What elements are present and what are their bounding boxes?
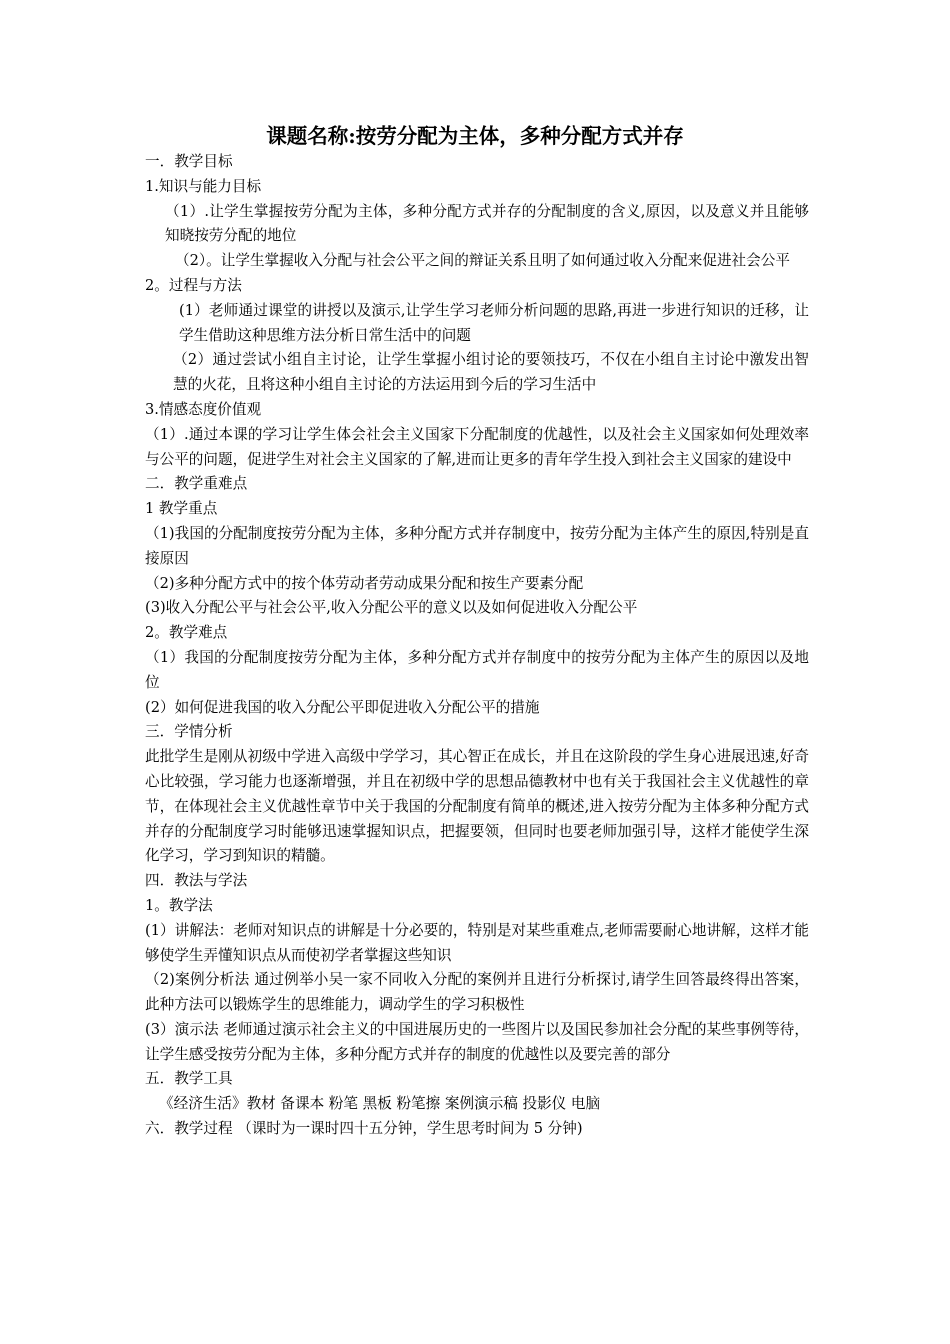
paragraph: （2）。让学生掌握收入分配与社会公平之间的辩证关系且明了如何通过收入分配来促进社会公平 [175,252,790,270]
section-heading-teaching-process: 六．教学过程 （课时为一课时四十五分钟，学生思考时间为 5 分钟) [145,1120,583,1138]
subheading-process-method: 2。过程与方法 [145,276,242,294]
paragraph: （2)多种分配方式中的按个体劳动者劳动成果分配和按生产要素分配 [145,574,584,592]
teaching-tools-list: 《经济生活》教材 备课本 粉笔 黑板 粉笔擦 案例演示稿 投影仪 电脑 [159,1095,601,1113]
paragraph: (3)收入分配公平与社会公平,收入分配公平的意义以及如何促进收入分配公平 [145,599,638,617]
paragraph: (2）如何促进我国的收入分配公平即促进收入分配公平的措施 [145,698,540,716]
section-heading-teaching-objectives: 一．教学目标 [145,153,233,170]
paragraph: （1）我国的分配制度按劳分配为主体，多种分配方式并存制度中的按劳分配为主体产生的原因以及地位 [145,648,809,691]
subheading-teaching-methods: 1。教学法 [145,896,213,914]
document-title: 课题名称:按劳分配为主体，多种分配方式并存 [266,124,684,148]
paragraph: （2)案例分析法 通过例举小吴一家不同收入分配的案例并且进行分析探讨,请学生回答最终得出答案，此种方法可以锻炼学生的思维能力，调动学生的学习积极性 [145,971,809,1014]
paragraph: （1）.通过本课的学习让学生体会社会主义国家下分配制度的优越性，以及社会主义国家如何处理效率与公平的问题，促进学生对社会主义国家的了解,进而让更多的青年学生投入到社会主义国家的建设中 [145,425,809,468]
subheading-emotion-attitude-values: 3.情感态度价值观 [145,400,262,418]
paragraph: (1）讲解法：老师对知识点的讲解是十分必要的，特别是对某些重难点,老师需要耐心地讲解，这样才能够使学生弄懂知识点从而使初学者掌握这些知识 [145,921,809,964]
paragraph: (1）老师通过课堂的讲授以及演示,让学生学习老师分析问题的思路,再进一步进行知识的迁移，让学生借助这种思维方法分析日常生活中的问题 [179,301,809,344]
section-heading-teaching-tools: 五．教学工具 [145,1070,233,1088]
section-heading-teaching-learning-methods: 四．教法与学法 [145,872,248,890]
paragraph: （1）.让学生掌握按劳分配为主体，多种分配方式并存的分配制度的含义,原因，以及意义并且能够知晓按劳分配的地位 [165,202,809,245]
paragraph: （2）通过尝试小组自主讨论，让学生掌握小组讨论的要领技巧，不仅在小组自主讨论中激发出智慧的火花，且将这种小组自主讨论的方法运用到今后的学习生活中 [173,351,809,394]
subheading-key-points: 1 教学重点 [145,500,218,518]
paragraph: （1)我国的分配制度按劳分配为主体，多种分配方式并存制度中，按劳分配为主体产生的原因,特别是直接原因 [145,524,809,567]
subheading-difficult-points: 2。教学难点 [145,624,228,642]
paragraph: 此批学生是刚从初级中学进入高级中学学习，其心智正在成长，并且在这阶段的学生身心进展迅速,好奇心比较强，学习能力也逐渐增强，并且在初级中学的思想品德教材中也有关于我国社会主义优越性的章节，在体现社会主义优越性章节中关于我国的分配制度有简单的概述,进入按劳分配为主体多种分配方式并存的分配制度学习时能够迅速掌握知识点，把握要领，但同时也要老师加强引导，这样才能使学生深化学习，学习到知识的精髓。 [145,748,809,865]
subheading-knowledge-ability: 1.知识与能力目标 [145,177,262,195]
section-heading-student-analysis: 三．学情分析 [145,723,233,741]
paragraph: (3）演示法 老师通过演示社会主义的中国进展历史的一些图片以及国民参加社会分配的某些事例等待，让学生感受按劳分配为主体，多种分配方式并存的制度的优越性以及要完善的部分 [145,1020,809,1063]
section-heading-key-difficult-points: 二．教学重难点 [145,475,248,493]
document-body [145,150,809,1142]
